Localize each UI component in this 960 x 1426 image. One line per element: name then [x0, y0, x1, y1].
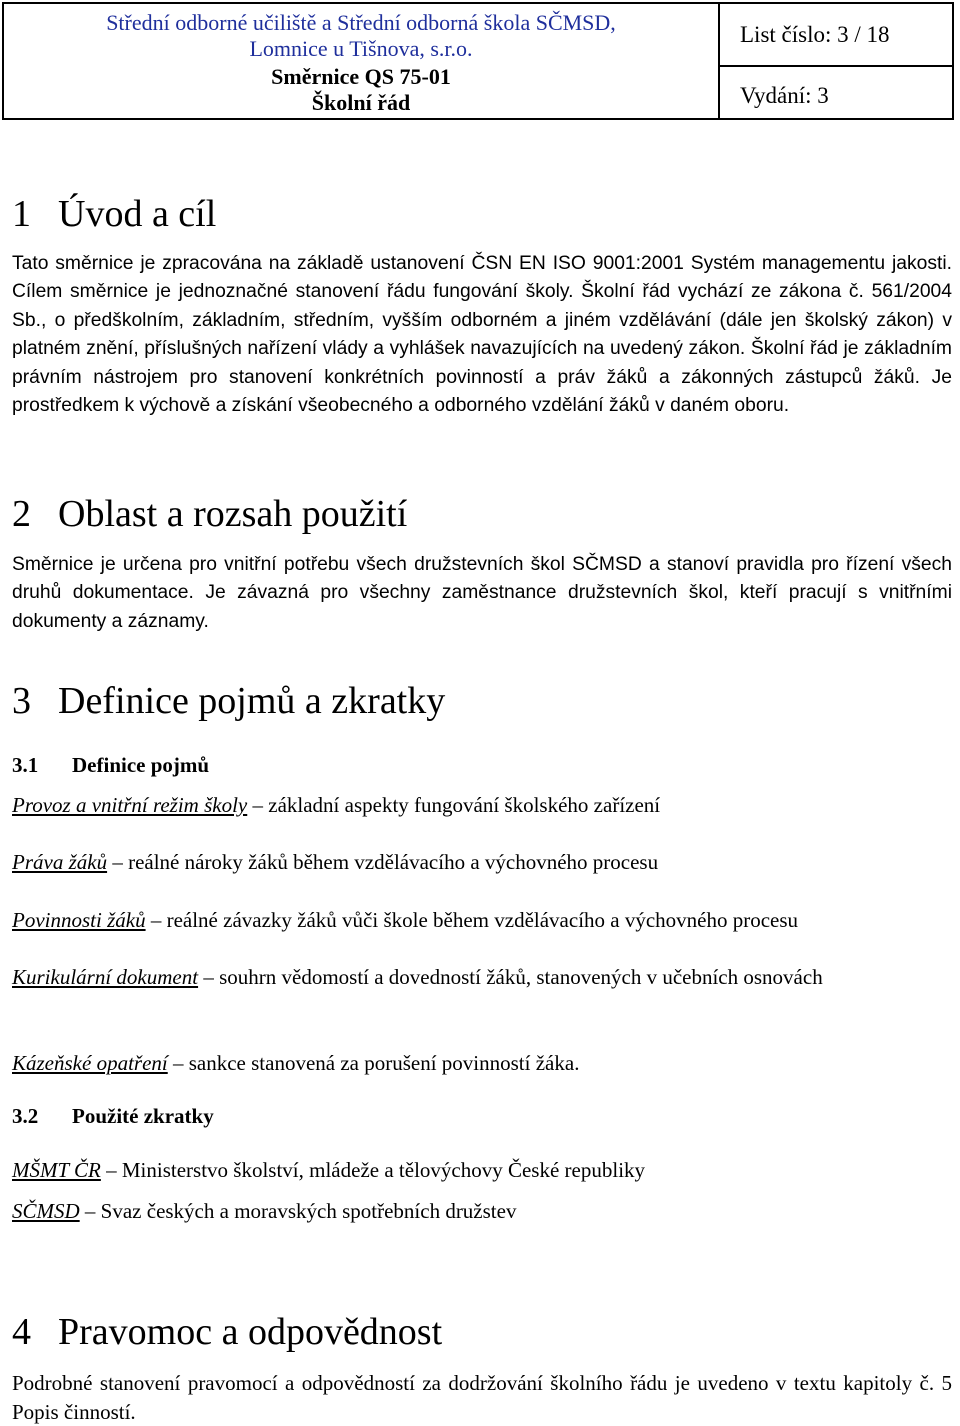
definition-term: Kázeňské opatření — [12, 1051, 168, 1075]
school-name — [4, 10, 718, 62]
abbreviation-text: – Ministerstvo školství, mládeže a tělovýchovy České republiky — [100, 1158, 646, 1182]
section-number: 2 — [12, 493, 31, 535]
definition-text: – souhrn vědomostí a dovedností žáků, stanovených v učebních osnovách — [198, 965, 823, 989]
paragraph-text-2: Je závazná pro všechny zaměstnance družstevních škol, kteří pracují s vnitřními dokumenty a záznamy. — [12, 582, 952, 632]
school-name-line2: Lomnice u Tišnova, s.r.o. — [249, 36, 473, 61]
subsection-number: 3.1 — [12, 753, 39, 777]
definition-item — [12, 963, 952, 992]
section-number: 4 — [12, 1311, 31, 1353]
definition-item — [12, 1049, 952, 1078]
abbreviation-term: SČMSD — [12, 1199, 80, 1223]
definition-text: – sankce stanovená za porušení povinností žáka. — [167, 1051, 580, 1075]
section-number: 1 — [12, 193, 31, 235]
section-heading-1 — [12, 192, 216, 236]
definition-term: Provoz a vnitřní režim školy — [12, 793, 248, 817]
header-title-cell — [4, 4, 720, 118]
subsection-title: Definice pojmů — [72, 753, 210, 777]
document-header — [2, 2, 954, 120]
definition-text: – reálné závazky žáků vůči škole během vzdělávacího a výchovného procesu — [145, 908, 799, 932]
paragraph-text-2: , o předškolním, základním, středním, vyšším odborném a jiném vzdělávání (dále jen školský zákon) v platném znění, příslušných nařízení vlády a vyhlášek navazujících na uvedený zákon. Školní řád je základním právním nástrojem pro stanovení konkrétních povinností a práv žáků a zákonných zástupců žáků — [12, 309, 952, 388]
paragraph-text-3: . Je prostředkem k výchově a získání všeobecného a odborného vzdělání žáků v daném oboru. — [12, 366, 953, 417]
section-title: Pravomoc a odpovědnost — [58, 1311, 443, 1353]
section-2-paragraph — [12, 551, 952, 636]
header-info-cell — [720, 4, 954, 118]
subsection-heading-3-1 — [12, 752, 209, 778]
definition-item — [12, 906, 952, 935]
school-name-line1: Střední odborné učiliště a Střední odborná škola SČMSD, — [106, 10, 616, 35]
section-1-paragraph — [12, 250, 952, 420]
definition-item — [12, 848, 952, 877]
abbreviation-item — [12, 1156, 952, 1185]
subsection-number: 3.2 — [12, 1104, 39, 1128]
abbreviation-text: – Svaz českých a moravských spotřebních družstev — [79, 1199, 517, 1223]
definition-term: Práva žáků — [12, 850, 108, 874]
subsection-heading-3-2 — [12, 1103, 214, 1129]
section-heading-4 — [12, 1310, 442, 1354]
definition-text: – základní aspekty fungování školského zařízení — [247, 793, 661, 817]
subsection-title: Použité zkratky — [72, 1104, 214, 1128]
paragraph-text-1: Směrnice je určena pro vnitřní potřebu všech družstevních škol SČMSD a stanoví pravidla pro řízení všech druhů dokumentace. — [12, 554, 952, 604]
paragraph-text-1: Tato směrnice je zpracována na základě ustanovení ČSN EN ISO 9001:2001 Systém managementu jakosti. Cílem směrnice je jednoznačné stanovení řádu fungování školy. Školní řád vychází ze zákona č. 561/2004 Sb. — [12, 253, 952, 331]
edition-number: Vydání: 3 — [740, 83, 829, 108]
definition-text: – reálné nároky žáků během vzdělávacího a výchovného procesu — [107, 850, 659, 874]
document-identification — [4, 64, 718, 116]
definition-item — [12, 791, 952, 820]
section-number: 3 — [12, 680, 31, 722]
directive-code: Směrnice QS 75-01 — [271, 64, 451, 89]
section-title: Úvod a cíl — [58, 193, 217, 235]
document-title: Školní řád — [311, 90, 411, 115]
abbreviation-item — [12, 1197, 952, 1226]
definition-term: Kurikulární dokument — [12, 965, 199, 989]
section-heading-3 — [12, 679, 445, 723]
section-4-paragraph: Podrobné stanovení pravomocí a odpovědností za dodržování školního řádu je uvedeno v textu kapitoly č. 5 Popis činností. — [12, 1371, 952, 1424]
definition-term: Povinnosti žáků — [12, 908, 146, 932]
sheet-number: List číslo: 3 / 18 — [720, 4, 954, 67]
section-title: Definice pojmů a zkratky — [58, 680, 446, 722]
section-heading-2 — [12, 492, 407, 536]
section-title: Oblast a rozsah použití — [58, 493, 408, 535]
abbreviation-term: MŠMT ČR — [12, 1158, 101, 1182]
